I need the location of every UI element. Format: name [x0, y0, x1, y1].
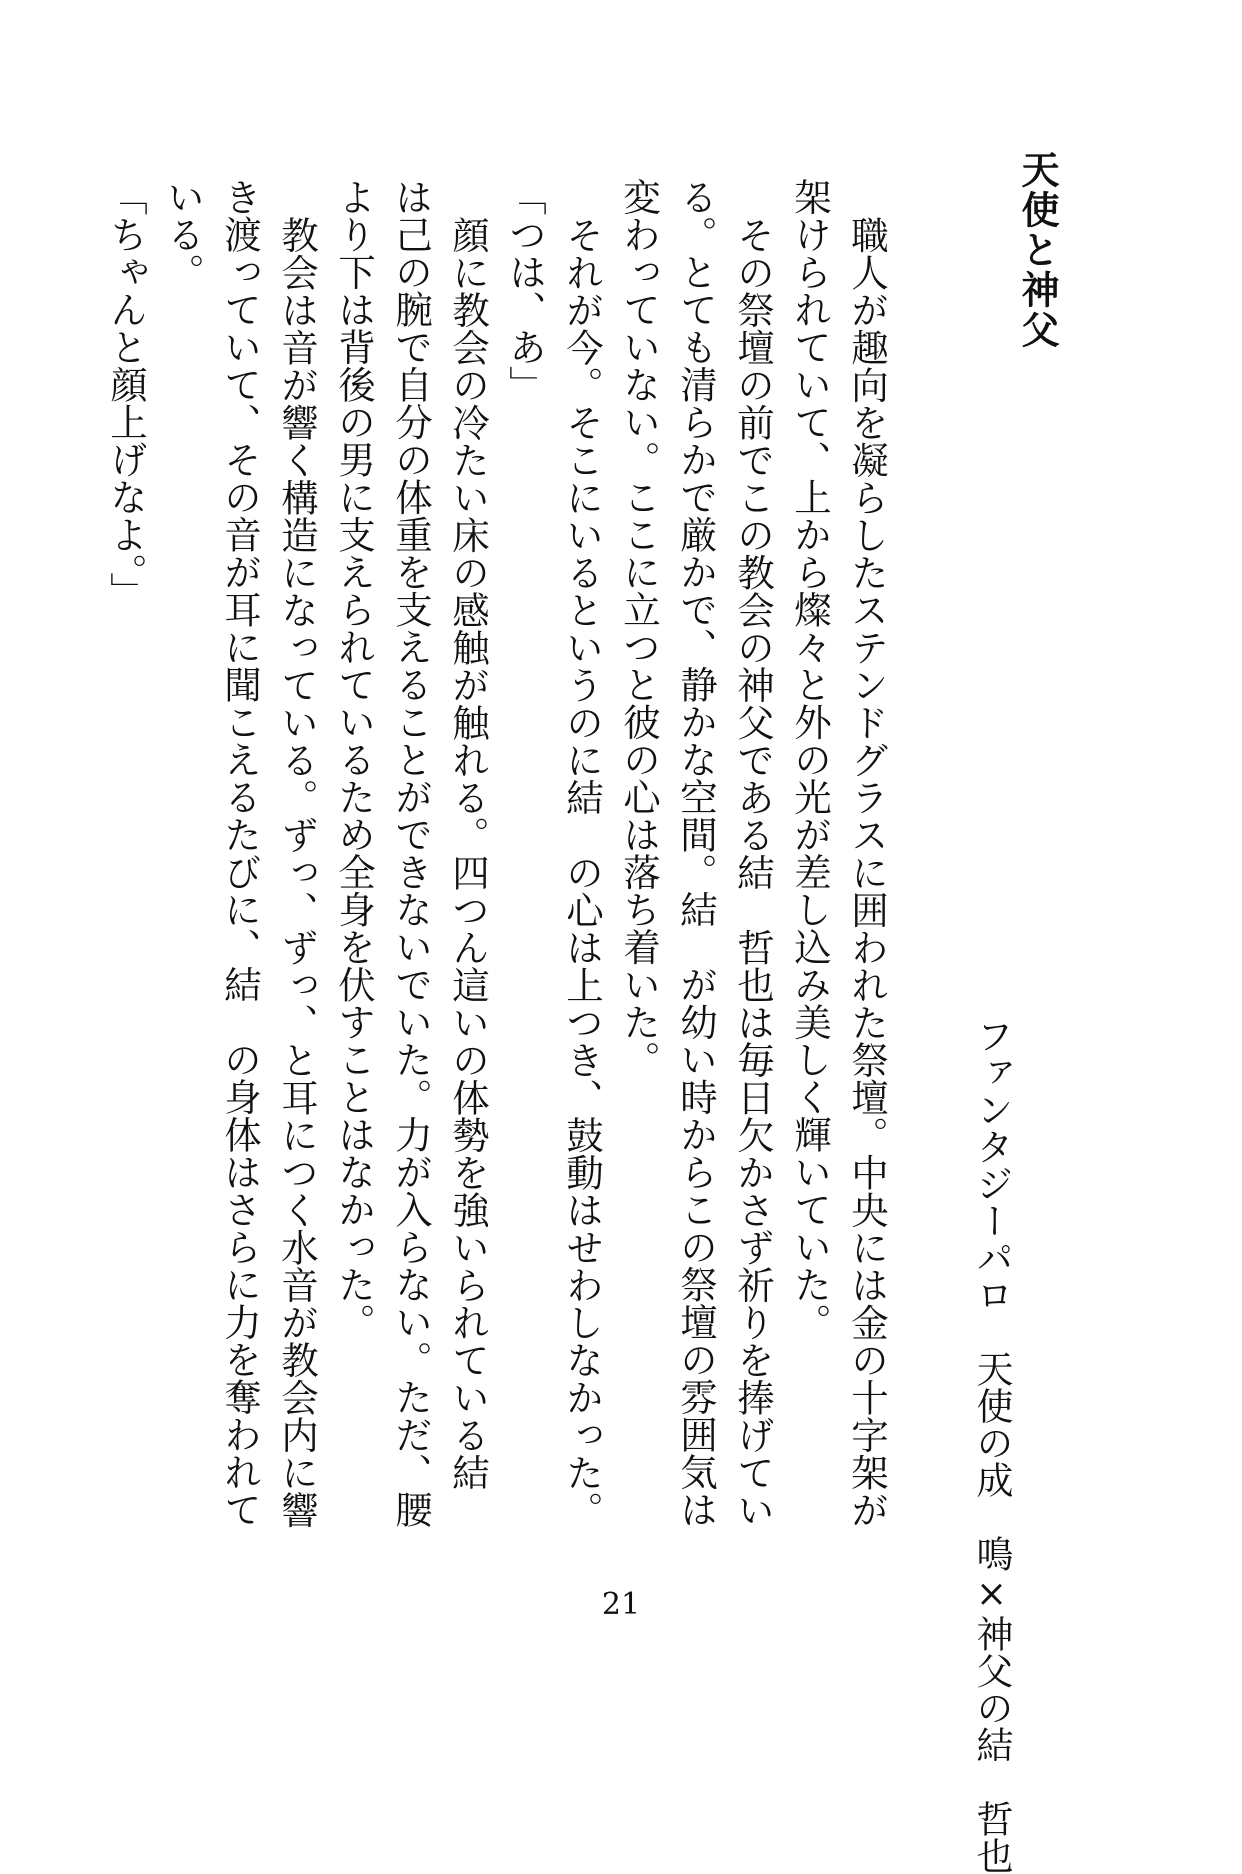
paragraph: その祭壇の前でこの教会の神父である結 哲也は毎日欠かさず祈りを捧げている。とても清らかで厳かで、静かな空間。結 が幼い時からこの祭壇の雰囲気は変わっていない。ここに立つと彼の心は落ち着いた。 — [617, 178, 775, 1528]
paragraph: 顔に教会の冷たい床の感触が触れる。四つん這いの体勢を強いられている結 は己の腕で自分の体重を支えることができないでいた。力が入らない。ただ、腰より下は背後の男に支えられているため全身を伏すことはなかった。 — [332, 178, 490, 1528]
dialogue-line: 「ちゃんと顔上げなよ。」 — [104, 178, 148, 610]
body-text — [104, 178, 895, 1548]
chapter-subtitle: ファンタジーパロ 天使の成 鳴×神父の結 哲也 — [970, 1017, 1013, 1874]
paragraph: 教会は音が響く構造になっている。ずっ、ずっ、と耳につく水音が教会内に響き渡っていて、その音が耳に聞こえるたびに、結 の身体はさらに力を奪われている。 — [161, 178, 319, 1528]
page-number: 21 — [601, 1587, 641, 1622]
paragraph: それが今。そこにいるというのに結 の心は上つき、鼓動はせわしなかった。 — [560, 215, 604, 1528]
dialogue-line: 「つは、あ」 — [503, 178, 547, 403]
paragraph: 職人が趣向を凝らしたステンドグラスに囲われた祭壇。中央には金の十字架が架けられていて、上から燦々と外の光が差し込み美しく輝いていた。 — [788, 178, 889, 1528]
chapter-title: 天使と神父 — [1015, 150, 1060, 350]
